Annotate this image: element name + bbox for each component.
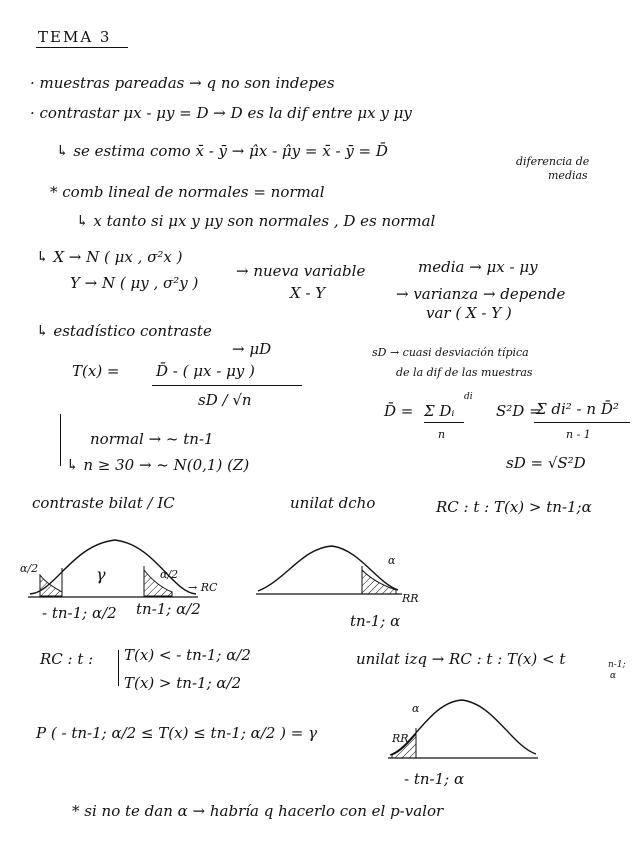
sd-description-1: sD → cuasi desviación típica [372, 346, 529, 359]
new-variable-expr: X - Y [290, 284, 326, 302]
variance-label: → varianza → depende [396, 285, 566, 303]
plot3-alpha: α [412, 702, 420, 715]
plot2-t: tn-1; α [350, 612, 401, 630]
intro-line-3-note-2: medias [548, 169, 588, 182]
variance-of: var ( X - Y ) [426, 304, 512, 322]
unilateral-left-subscript-2: α [610, 671, 617, 681]
plot2-rr: RR [402, 592, 419, 605]
intro-line-1: · muestras pareadas → q no son indepes [30, 74, 335, 92]
dbar-numerator: Σ Dᵢ [424, 402, 455, 420]
x-distribution: ↳ X → N ( μx , σ²x ) [36, 248, 183, 266]
s2-lhs: S²D = [496, 402, 542, 420]
bilateral-heading: contraste bilat / IC [32, 494, 175, 512]
intro-line-5: ↳ x tanto si μx y μy son normales , D es normal [76, 212, 436, 230]
probability-statement: P ( - tn-1; α/2 ≤ T(x) ≤ tn-1; α/2 ) = γ [36, 724, 318, 742]
statistic-lhs: T(x) = [72, 362, 120, 380]
intro-line-2: · contrastar μx - μy = D → D es la dif entre μx y μy [30, 104, 412, 122]
footer-note: * si no te dan α → habría q hacerlo con el p-valor [72, 802, 444, 820]
unilateral-left-subscript: n-1; [608, 660, 626, 670]
s2-denominator: n - 1 [566, 428, 591, 441]
plot2-curve [256, 546, 402, 594]
large-sample-case: ↳ n ≥ 30 → ~ N(0,1) (Z) [66, 456, 250, 474]
intro-line-4: * comb lineal de normales = normal [50, 183, 325, 201]
statistic-denominator: sD / √n [198, 391, 252, 409]
sd-sqrt: sD = √S²D [506, 454, 586, 472]
mean-label: media → μx - μy [418, 258, 538, 276]
plot1-curve [28, 540, 198, 597]
y-distribution: Y → N ( μy , σ²y ) [70, 274, 199, 292]
plot3-neg-t: - tn-1; α [404, 770, 465, 788]
intro-line-3: ↳ se estima como x̄ - ȳ → μ̂x - μ̂y = x̄ - ȳ = D̄ [56, 142, 388, 160]
s2-numerator: Σ di² - n D̄² [536, 400, 619, 418]
rc-right-tail: RC : t : T(x) > tn-1;α [436, 498, 592, 516]
plot1-alpha-half-left: α/2 [20, 562, 39, 575]
plot1-gamma: γ [96, 565, 106, 584]
plot1-rc: → RC [188, 581, 218, 594]
unilateral-right-heading: unilat dcho [290, 494, 376, 512]
statistic-heading: ↳ estadístico contraste [36, 322, 212, 340]
plot3-rr: RR [392, 732, 409, 745]
new-variable: → nueva variable [236, 262, 366, 280]
rc-bilateral-case-2: T(x) > tn-1; α/2 [124, 674, 242, 692]
dbar-superscript: di [464, 392, 473, 402]
dbar-lhs: D̄ = [384, 402, 414, 420]
mu-d-label: → μD [232, 340, 272, 358]
rc-bilateral-lhs: RC : t : [40, 650, 94, 668]
intro-line-3-note-1: diferencia de [516, 155, 590, 168]
plot1-neg-t: - tn-1; α/2 [42, 604, 117, 622]
statistic-numerator: D̄ - ( μx - μy ) [156, 362, 255, 380]
plot1-alpha-half-right: α/2 [160, 568, 179, 581]
rc-bilateral-case-1: T(x) < - tn-1; α/2 [124, 646, 251, 664]
dbar-denominator: n [438, 428, 446, 441]
plot2-alpha: α [388, 554, 396, 567]
page-title: TEMA 3 [38, 28, 112, 46]
sd-description-2: de la dif de las muestras [396, 366, 533, 379]
plot1-pos-t: tn-1; α/2 [136, 600, 201, 618]
plot3-curve [388, 700, 538, 758]
unilateral-left: unilat izq → RC : t : T(x) < t [356, 650, 566, 668]
normal-case: normal → ~ tn-1 [90, 430, 214, 448]
